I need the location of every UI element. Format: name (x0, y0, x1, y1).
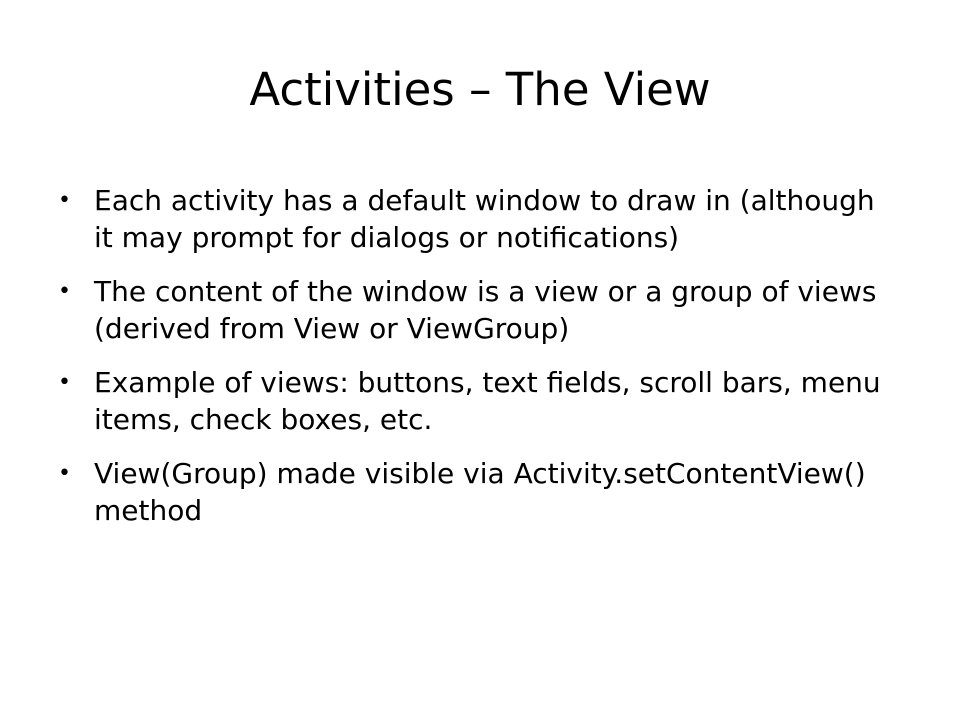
bullet-text: Example of views: buttons, text fields, scroll bars, menu items, check boxes, etc. (94, 366, 881, 436)
slide-title: Activities – The View (249, 63, 711, 116)
bullet-text: Each activity has a default window to draw in (although it may prompt for dialogs or notifications) (94, 184, 875, 254)
bullet-icon: • (58, 370, 71, 395)
bullet-item (58, 455, 900, 529)
bullet-text: The content of the window is a view or a group of views (derived from View or ViewGroup) (94, 275, 877, 345)
bullet-list (58, 182, 900, 546)
bullet-icon: • (58, 188, 71, 213)
bullet-text: View(Group) made visible via Activity.setContentView() method (94, 457, 866, 527)
bullet-icon: • (58, 461, 71, 486)
bullet-item (58, 182, 900, 256)
bullet-item (58, 273, 900, 347)
bullet-icon: • (58, 279, 71, 304)
bullet-item (58, 364, 900, 438)
